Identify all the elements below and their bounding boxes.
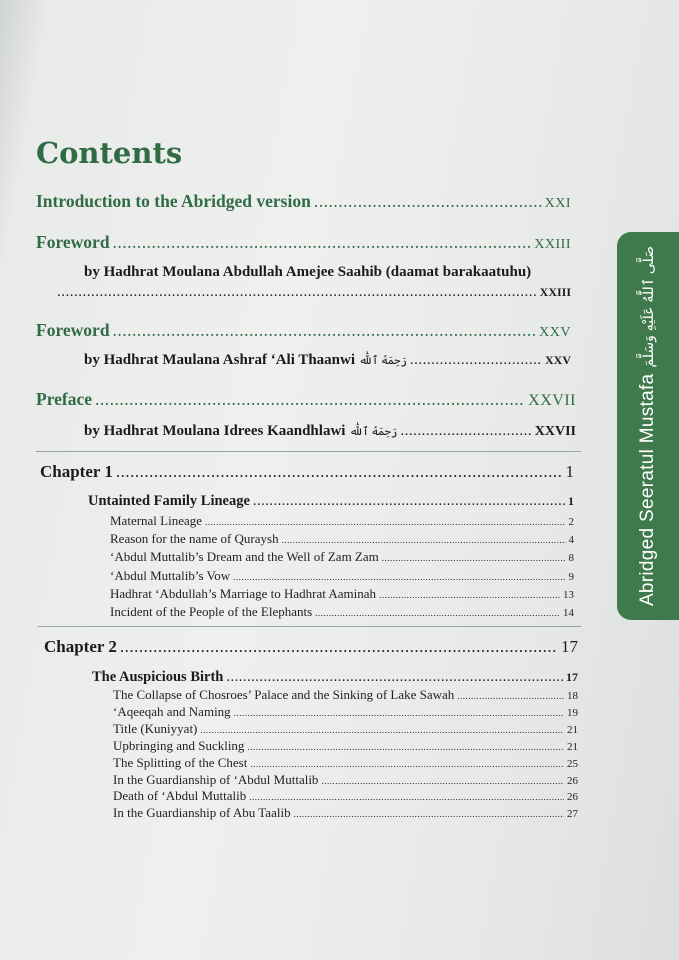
subentry-page: 27 [567, 808, 578, 821]
toc-subentry [113, 805, 578, 821]
dot-leader [113, 320, 537, 341]
subentry-label: ‘Abdul Muttalib’s Dream and the Well of Zam Zam [110, 549, 379, 565]
subentry-label: The Collapse of Chosroes’ Palace and the Sinking of Lake Sawah [113, 687, 455, 702]
page-title: Contents [36, 136, 183, 170]
toc-subentry [113, 755, 578, 771]
section-label: The Auspicious Birth [92, 669, 224, 685]
subentry-label: In the Guardianship of ‘Abdul Muttalib [113, 771, 319, 787]
section-divider [36, 451, 581, 452]
subentry-page: 13 [563, 588, 574, 601]
dot-leader [116, 462, 563, 482]
toc-chapter-2 [44, 637, 578, 657]
subentry-page: 26 [567, 774, 578, 787]
dot-leader [234, 708, 564, 718]
toc-subentry [110, 549, 574, 565]
subentry-page: 2 [568, 516, 574, 528]
toc-entry-foreword-1 [36, 232, 571, 253]
toc-section-birth [92, 669, 578, 686]
dot-leader [226, 669, 563, 686]
toc-subentry [110, 604, 574, 620]
toc-subentry [110, 568, 574, 584]
side-tab-label: Abridged Seeratul Mustafa [637, 373, 658, 607]
subentry-label: Upbringing and Suckling [113, 737, 245, 753]
subentry-label: Hadhrat ‘Abdullah’s Marriage to Hadhrat Aaminah [110, 585, 377, 601]
dot-leader [233, 572, 565, 582]
toc-entry-label: Foreword [36, 320, 110, 340]
subentry-label: ‘Abdul Muttalib’s Vow [110, 567, 231, 583]
subentry-label: The Splitting of the Chest [113, 754, 248, 770]
side-tab-title [637, 246, 659, 606]
subentry-page: 25 [567, 757, 578, 770]
toc-section-lineage [88, 493, 574, 510]
toc-subentry [110, 513, 574, 529]
dot-leader [294, 809, 564, 819]
dot-leader [249, 792, 564, 802]
subentry-label: Maternal Lineage [110, 513, 203, 528]
section-divider [38, 626, 581, 627]
salutation-calligraphy: صَلَّى ٱللَّٰهُ عَلَيْهِ وَسَلَّمَ [640, 245, 656, 368]
dot-leader [120, 637, 558, 657]
toc-entry-foreword-2-author [84, 352, 571, 369]
section-label: Untainted Family Lineage [88, 493, 250, 509]
dot-leader [315, 608, 560, 618]
toc-entry-label: Introduction to the Abridged version [36, 191, 311, 211]
toc-chapter-1 [40, 462, 574, 482]
subentry-page: 26 [567, 791, 578, 804]
dot-leader [253, 493, 565, 510]
dot-leader [410, 352, 542, 369]
toc-entry-label: by Hadhrat Moulana Idrees Kaandhlawi [84, 423, 346, 439]
dot-leader [382, 553, 566, 563]
toc-entry-page: XXI [544, 196, 571, 211]
chapter-page: 17 [561, 637, 578, 656]
dot-leader [57, 284, 537, 301]
dot-leader [321, 776, 564, 786]
dot-leader [95, 389, 525, 410]
toc-entry-foreword-2 [36, 320, 571, 341]
subentry-page: 14 [563, 607, 574, 619]
toc-subentry [113, 738, 578, 754]
subentry-label: Reason for the name of Quraysh [110, 531, 279, 547]
toc-entry-label: by Hadhrat Moulana Abdullah Amejee Saahib (daamat barakaatuhu) [84, 264, 532, 280]
subentry-label: In the Guardianship of Abu Taalib [113, 805, 291, 821]
subentry-label: Title (Kuniyyat) [113, 720, 198, 736]
toc-subentry [113, 721, 578, 737]
dot-leader [250, 759, 564, 769]
subentry-page: 4 [568, 534, 574, 547]
dot-leader [457, 691, 564, 701]
honorific-calligraphy: رَحِمَهُ ٱللَّٰه [359, 355, 407, 367]
dot-leader [314, 191, 542, 212]
chapter-label: Chapter 1 [40, 462, 113, 481]
toc-subentry [113, 772, 578, 788]
subentry-page: 19 [567, 706, 578, 719]
subentry-label: Incident of the People of the Elephants [110, 604, 313, 619]
subentry-page: 21 [567, 723, 578, 736]
subentry-label: Death of ‘Abdul Muttalib [113, 788, 247, 804]
toc-entry-preface [36, 389, 576, 410]
toc-entry-label: Preface [36, 389, 93, 409]
honorific-calligraphy: رَحِمَهُ ٱللَّٰه [349, 426, 398, 438]
subentry-page: 18 [567, 690, 578, 702]
toc-entry-page: XXV [539, 325, 571, 340]
dot-leader [205, 517, 565, 527]
toc-entry-foreword-1-author-leader [54, 284, 571, 301]
toc-subentry [110, 531, 574, 547]
toc-entry-foreword-1-author [84, 264, 584, 281]
dot-leader [282, 535, 566, 545]
toc-subentry [113, 788, 578, 804]
subentry-label: ‘Aqeeqah and Naming [113, 703, 231, 719]
toc-entry-label: by Hadhrat Maulana Ashraf ‘Ali Thaanwi [84, 352, 356, 368]
toc-entry-page: XXVII [534, 424, 576, 439]
dot-leader [200, 725, 564, 735]
chapter-page: 1 [565, 462, 574, 481]
toc-entry-page: XXIII [539, 285, 571, 299]
toc-subentry [110, 586, 574, 602]
toc-entry-introduction [36, 191, 571, 212]
chapter-label: Chapter 2 [44, 637, 117, 656]
toc-entry-page: XXIII [534, 237, 571, 252]
section-page: 1 [568, 494, 574, 508]
toc-entry-page: XXV [545, 353, 571, 367]
section-page: 17 [566, 670, 578, 684]
dot-leader [113, 232, 532, 253]
subentry-page: 21 [567, 740, 578, 753]
toc-subentry [113, 687, 578, 703]
toc-entry-label: Foreword [36, 232, 110, 252]
subentry-page: 9 [568, 570, 574, 583]
subentry-page: 8 [568, 552, 574, 565]
toc-subentry [113, 704, 578, 720]
toc-entry-page: XXVII [528, 392, 576, 409]
dot-leader [400, 423, 531, 440]
dot-leader [379, 590, 560, 600]
dot-leader [247, 742, 564, 752]
toc-entry-preface-author [84, 423, 576, 440]
